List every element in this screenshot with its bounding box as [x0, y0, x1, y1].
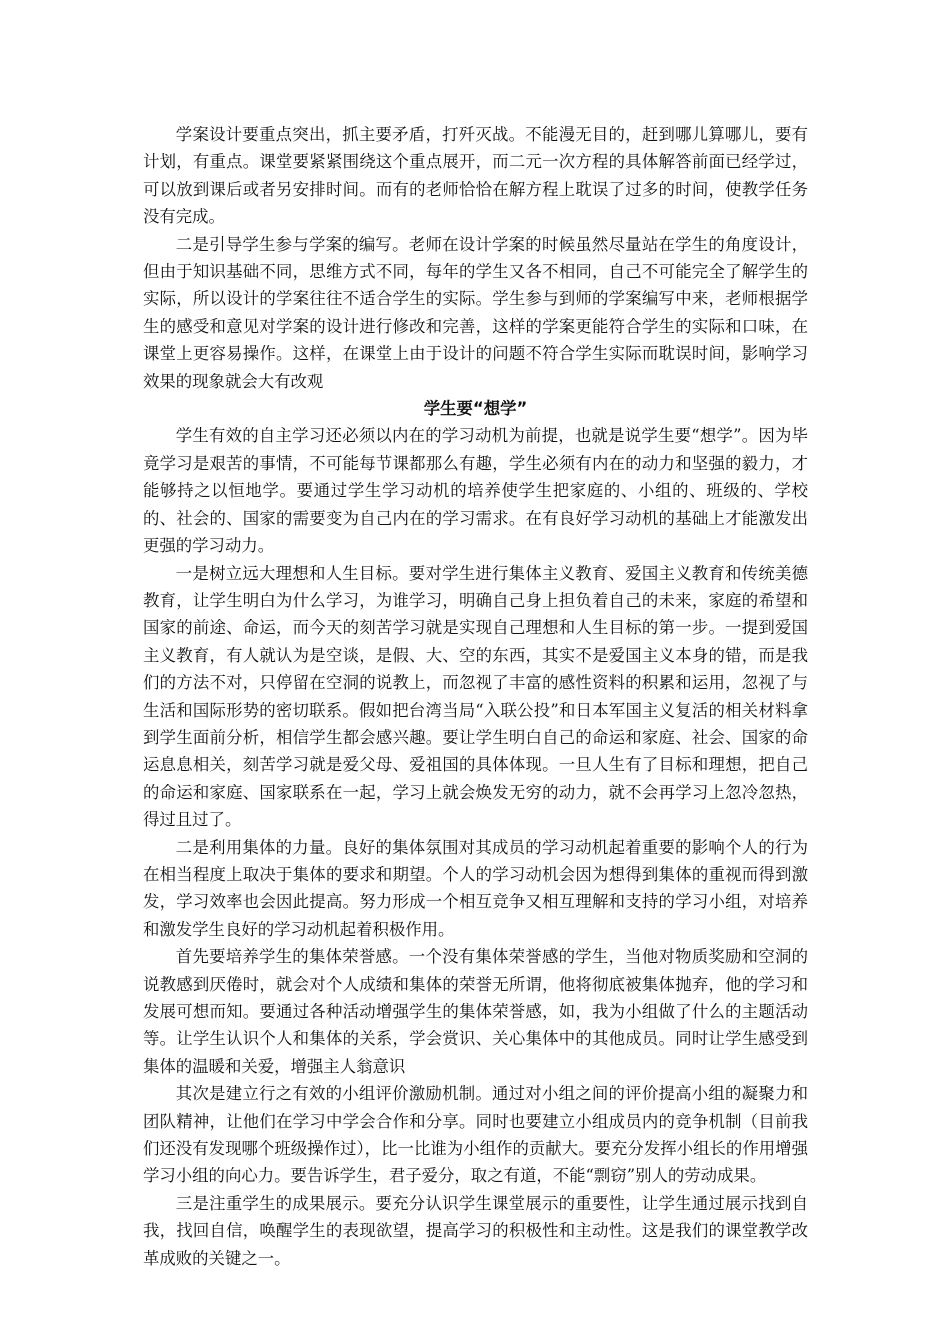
paragraph-motivation: 学生有效的自主学习还必须以内在的学习动机为前提，也就是说学生要“想学”。因为毕竟学习是艰苦的事情，不可能每节课都那么有趣，学生必须有内在的动力和坚强的毅力，才能够持之以恒地学。要通过学生学习动机的培养使学生把家庭的、小组的、班级的、学校的、社会的、国家的需要变为自己内在的学习需求。在有良好学习动机的基础上才能激发出更强的学习动力。	[143, 426, 808, 556]
paragraph-results-display: 三是注重学生的成果展示。要充分认识学生课堂展示的重要性，让学生通过展示找到自我，找回自信，唤醒学生的表现欲望，提高学习的积极性和主动性。这是我们的课堂教学改革成败的关键之一。	[143, 1193, 808, 1268]
document-page	[143, 121, 808, 1272]
paragraph-collective-power: 二是利用集体的力量。良好的集体氛围对其成员的学习动机起着重要的影响个人的行为在相当程度上取决于集体的要求和期望。个人的学习动机会因为想得到集体的重视而得到激发，学习效率也会因此提高。努力形成一个相互竞争又相互理解和支持的学习小组，对培养和激发学生良好的学习动机起着积极作用。	[143, 837, 808, 939]
paragraph-study-plan-focus: 学案设计要重点突出，抓主要矛盾，打歼灭战。不能漫无目的，赶到哪儿算哪儿，要有计划，有重点。课堂要紧紧围绕这个重点展开，而二元一次方程的具体解答前面已经学过，可以放到课后或者另安排时间。而有的老师恰恰在解方程上耽误了过多的时间，使教学任务没有完成。	[143, 125, 808, 227]
paragraph-collective-honor: 首先要培养学生的集体荣誉感。一个没有集体荣誉感的学生，当他对物质奖励和空洞的说教感到厌倦时，就会对个人成绩和集体的荣誉无所谓，他将彻底被集体抛弃，他的学习和发展可想而知。要通过各种活动增强学生的集体荣誉感，如，我为小组做了什么的主题活动等。让学生认识个人和集体的关系，学会赏识、关心集体中的其他成员。同时让学生感受到集体的温暖和关爱，增强主人翁意识	[143, 947, 808, 1076]
paragraph-ideals-goals: 一是树立远大理想和人生目标。要对学生进行集体主义教育、爱国主义教育和传统美德教育，让学生明白为什么学习，为谁学习，明确自己身上担负着自己的未来，家庭的希望和国家的前途、命运，而今天的刻苦学习就是实现自己理想和人生目标的第一步。一提到爱国主义教育，有人就认为是空谈，是假、大、空的东西，其实不是爱国主义本身的错，而是我们的方法不对，只停留在空洞的说教上，而忽视了丰富的感性资料的积累和运用，忽视了与生活和国际形势的密切联系。假如把台湾当局“入联公投”和日本军国主义复活的相关材料拿到学生面前分析，相信学生都会感兴趣。要让学生明白自己的命运和家庭、社会、国家的命运息息相关，刻苦学习就是爱父母、爱祖国的具体体现。一旦人生有了目标和理想，把自己的命运和家庭、国家联系在一起，学习上就会焕发无穷的动力，就不会再学习上忽冷忽热，得过且过了。	[143, 563, 808, 830]
paragraph-student-participation: 二是引导学生参与学案的编写。老师在设计学案的时候虽然尽量站在学生的角度设计，但由于知识基础不同，思维方式不同，每年的学生又各不相同，自己不可能完全了解学生的实际，所以设计的学案往往不适合学生的实际。学生参与到师的学案编写中来，老师根据学生的感受和意见对学案的设计进行修改和完善，这样的学案更能符合学生的实际和口味，在课堂上更容易操作。这样，在课堂上由于设计的问题不符合学生实际而耽误时间，影响学习效果的现象就会大有改观	[143, 234, 808, 391]
paragraph-group-evaluation: 其次是建立行之有效的小组评价激励机制。通过对小组之间的评价提高小组的凝聚力和团队精神，让他们在学习中学会合作和分享。同时也要建立小组成员内的竞争机制（目前我们还没有发现哪个班级操作过），比一比谁为小组作的贡献大。要充分发挥小组长的作用增强学习小组的向心力。要告诉学生，君子爱分，取之有道，不能“剽窃”别人的劳动成果。	[143, 1084, 808, 1186]
section-heading: 学生要“想学”	[423, 399, 528, 419]
